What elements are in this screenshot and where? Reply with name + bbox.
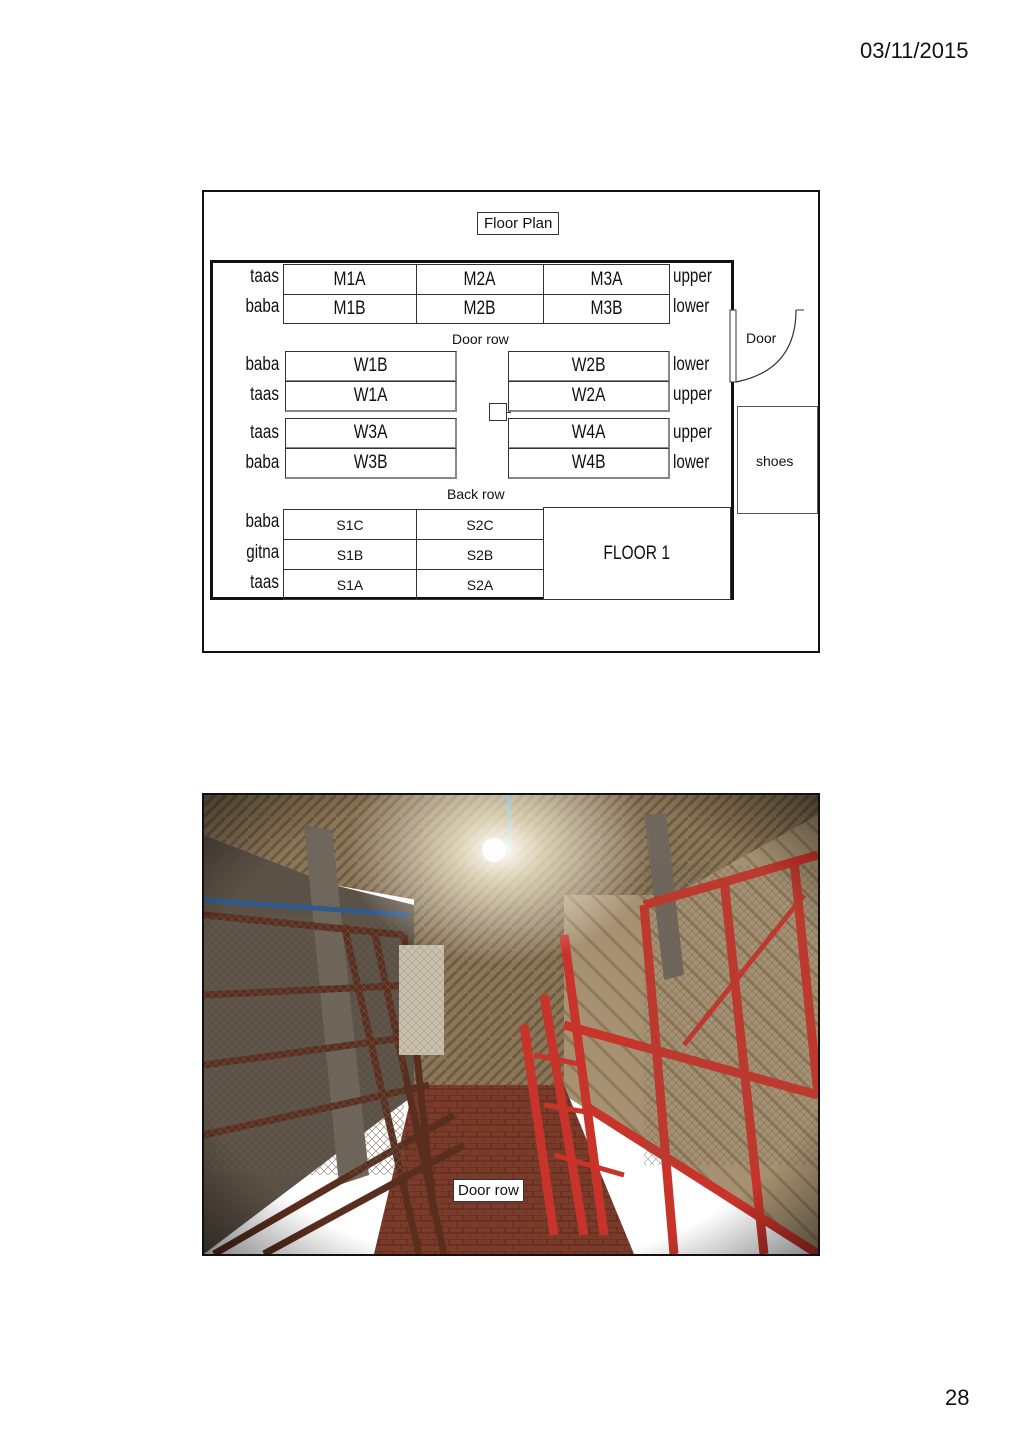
shelf-s1a: S1A bbox=[283, 569, 417, 600]
w-row-side-label: taas bbox=[250, 384, 279, 405]
shelf-s2c: S2C bbox=[416, 509, 544, 540]
shelf-w3a: W3A bbox=[285, 418, 457, 449]
door-row-label: Door row bbox=[452, 331, 509, 347]
m-row-side-label: baba bbox=[245, 296, 279, 317]
floor-plan-outline bbox=[210, 260, 734, 600]
shelf-m1a: M1A bbox=[283, 264, 417, 295]
door-icon bbox=[728, 308, 808, 388]
shelf-m2b: M2B bbox=[416, 294, 544, 324]
shelf-m3b: M3B bbox=[543, 294, 670, 324]
shelf-m3a: M3A bbox=[543, 264, 670, 295]
m-row-level-label: upper bbox=[673, 266, 712, 287]
shelf-w1a: W1A bbox=[285, 381, 457, 412]
shelf-w2a: W2A bbox=[508, 381, 670, 412]
door-label: Door bbox=[746, 330, 777, 346]
m-row-level-label: lower bbox=[673, 296, 710, 317]
s-row-side-label: baba bbox=[245, 511, 279, 532]
photo-slide bbox=[202, 793, 820, 1256]
back-row-label: Back row bbox=[447, 486, 505, 502]
date-header: 03/11/2015 bbox=[860, 38, 969, 63]
shelf-w4a: W4A bbox=[508, 418, 670, 449]
shelf-w2b: W2B bbox=[508, 351, 670, 382]
floor-label-box: FLOOR 1 bbox=[543, 507, 731, 600]
s-row-side-label: gitna bbox=[246, 542, 279, 563]
shelf-s2b: S2B bbox=[416, 539, 544, 570]
w-row-side-label: taas bbox=[250, 422, 279, 443]
page-number: 28 bbox=[945, 1385, 970, 1410]
floor-plan-title: Floor Plan bbox=[477, 212, 559, 235]
w-row-side-label: baba bbox=[245, 452, 279, 473]
w-row-level-label: lower bbox=[673, 452, 710, 473]
shelf-s1c: S1C bbox=[283, 509, 417, 540]
center-post-icon bbox=[489, 403, 507, 421]
shelf-s1b: S1B bbox=[283, 539, 417, 570]
w-row-level-label: lower bbox=[673, 354, 710, 375]
m-row-side-label: taas bbox=[250, 266, 279, 287]
shelf-m2a: M2A bbox=[416, 264, 544, 295]
shelf-s2a: S2A bbox=[416, 569, 544, 600]
shelf-w3b: W3B bbox=[285, 448, 457, 479]
shelf-w4b: W4B bbox=[508, 448, 670, 479]
shoes-label: shoes bbox=[756, 453, 794, 469]
center-post-connector bbox=[507, 412, 511, 413]
w-row-side-label: baba bbox=[245, 354, 279, 375]
floor-plan-slide bbox=[202, 190, 820, 653]
w-row-level-label: upper bbox=[673, 422, 712, 443]
shelf-w1b: W1B bbox=[285, 351, 457, 382]
w-row-level-label: upper bbox=[673, 384, 712, 405]
photo-door-row-label: Door row bbox=[453, 1179, 524, 1202]
shelf-m1b: M1B bbox=[283, 294, 417, 324]
s-row-side-label: taas bbox=[250, 572, 279, 593]
